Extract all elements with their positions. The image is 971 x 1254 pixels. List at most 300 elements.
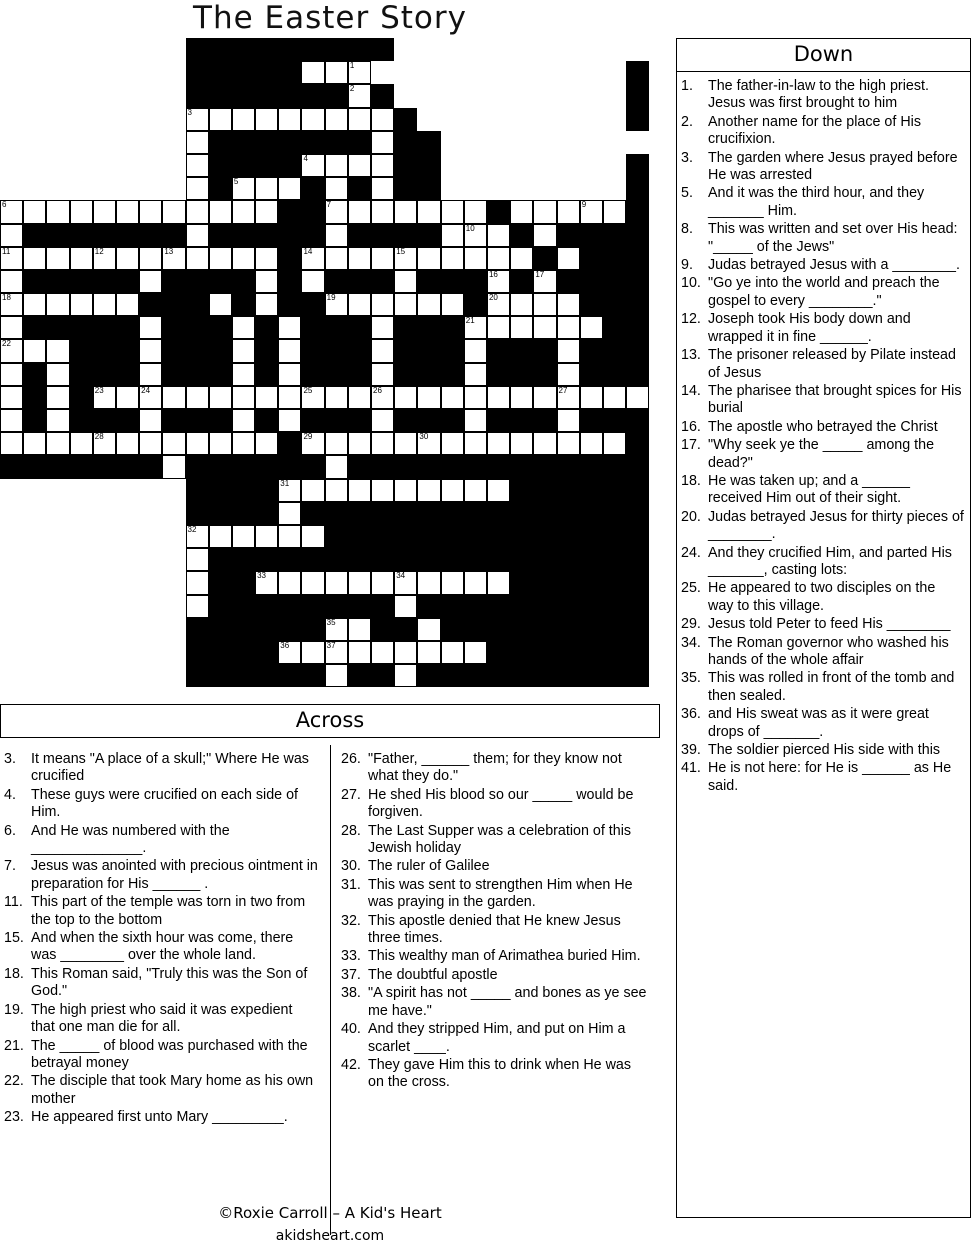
crossword-cell[interactable] <box>209 386 232 409</box>
crossword-block <box>70 339 93 362</box>
crossword-cell[interactable] <box>580 316 603 339</box>
crossword-cell[interactable] <box>0 339 23 362</box>
crossword-cell[interactable] <box>348 479 371 502</box>
crossword-block <box>580 595 603 618</box>
crossword-cell[interactable] <box>255 247 278 270</box>
crossword-cell[interactable] <box>278 339 301 362</box>
crossword-empty <box>93 641 116 664</box>
crossword-block <box>116 339 139 362</box>
crossword-cell[interactable] <box>301 479 324 502</box>
crossword-cell[interactable] <box>162 432 185 455</box>
crossword-cell[interactable] <box>464 363 487 386</box>
crossword-cell[interactable] <box>139 432 162 455</box>
crossword-cell[interactable] <box>209 200 232 223</box>
crossword-cell[interactable] <box>533 200 556 223</box>
clue-number: 24. <box>681 544 701 561</box>
crossword-cell[interactable] <box>325 293 348 316</box>
crossword-cell[interactable] <box>325 432 348 455</box>
crossword-cell[interactable] <box>278 386 301 409</box>
crossword-cell[interactable] <box>487 293 510 316</box>
crossword-cell[interactable] <box>325 479 348 502</box>
crossword-cell[interactable] <box>348 84 371 107</box>
crossword-empty <box>93 618 116 641</box>
crossword-cell[interactable] <box>209 247 232 270</box>
crossword-cell[interactable] <box>93 247 116 270</box>
crossword-cell[interactable] <box>603 386 626 409</box>
crossword-cell[interactable] <box>232 177 255 200</box>
crossword-cell[interactable] <box>186 177 209 200</box>
crossword-empty <box>116 664 139 687</box>
crossword-cell[interactable] <box>116 432 139 455</box>
crossword-cell[interactable] <box>580 386 603 409</box>
crossword-cell[interactable] <box>301 525 324 548</box>
crossword-cell[interactable] <box>348 571 371 594</box>
crossword-cell[interactable] <box>278 177 301 200</box>
crossword-cell[interactable] <box>70 247 93 270</box>
crossword-cell[interactable] <box>186 224 209 247</box>
crossword-cell[interactable] <box>46 386 69 409</box>
crossword-cell[interactable] <box>93 293 116 316</box>
crossword-cell[interactable] <box>417 386 440 409</box>
crossword-cell[interactable] <box>93 200 116 223</box>
crossword-cell[interactable] <box>46 293 69 316</box>
crossword-cell[interactable] <box>255 525 278 548</box>
crossword-cell[interactable] <box>557 363 580 386</box>
crossword-cell[interactable] <box>348 432 371 455</box>
crossword-cell[interactable] <box>278 316 301 339</box>
crossword-empty <box>557 177 580 200</box>
crossword-cell[interactable] <box>441 224 464 247</box>
crossword-cell[interactable] <box>603 432 626 455</box>
crossword-cell[interactable] <box>70 200 93 223</box>
crossword-block <box>626 618 649 641</box>
crossword-cell[interactable] <box>464 479 487 502</box>
crossword-cell[interactable] <box>394 200 417 223</box>
crossword-cell[interactable] <box>301 270 324 293</box>
crossword-cell[interactable] <box>278 363 301 386</box>
crossword-cell[interactable] <box>186 247 209 270</box>
crossword-cell[interactable] <box>394 432 417 455</box>
crossword-cell[interactable] <box>510 316 533 339</box>
crossword-cell[interactable] <box>371 177 394 200</box>
crossword-cell[interactable] <box>487 479 510 502</box>
crossword-cell[interactable] <box>533 270 556 293</box>
crossword-cell[interactable] <box>417 618 440 641</box>
crossword-cell[interactable] <box>325 177 348 200</box>
crossword-cell[interactable] <box>278 479 301 502</box>
crossword-cell[interactable] <box>441 293 464 316</box>
crossword-cell[interactable] <box>510 293 533 316</box>
crossword-cell[interactable] <box>162 386 185 409</box>
crossword-cell[interactable] <box>371 339 394 362</box>
crossword-cell[interactable] <box>0 363 23 386</box>
crossword-cell[interactable] <box>417 641 440 664</box>
crossword-cell[interactable] <box>464 641 487 664</box>
crossword-cell[interactable] <box>301 432 324 455</box>
crossword-cell[interactable] <box>116 293 139 316</box>
crossword-cell[interactable] <box>255 200 278 223</box>
crossword-block <box>186 455 209 478</box>
crossword-cell[interactable] <box>46 200 69 223</box>
crossword-cell[interactable] <box>510 386 533 409</box>
crossword-cell[interactable] <box>232 386 255 409</box>
crossword-cell[interactable] <box>325 455 348 478</box>
crossword-cell[interactable] <box>325 154 348 177</box>
crossword-block <box>580 664 603 687</box>
crossword-cell[interactable] <box>186 386 209 409</box>
crossword-cell[interactable] <box>255 177 278 200</box>
crossword-cell[interactable] <box>209 293 232 316</box>
crossword-empty <box>0 525 23 548</box>
crossword-cell[interactable] <box>255 293 278 316</box>
crossword-empty <box>557 131 580 154</box>
crossword-cell[interactable] <box>464 386 487 409</box>
crossword-cell[interactable] <box>371 293 394 316</box>
crossword-block <box>487 641 510 664</box>
crossword-cell[interactable] <box>464 224 487 247</box>
crossword-cell[interactable] <box>23 339 46 362</box>
crossword-cell[interactable] <box>533 224 556 247</box>
crossword-cell[interactable] <box>301 247 324 270</box>
crossword-cell[interactable] <box>464 316 487 339</box>
crossword-cell[interactable] <box>464 339 487 362</box>
clue-number: 14. <box>681 382 701 399</box>
crossword-block <box>186 641 209 664</box>
crossword-block <box>209 409 232 432</box>
crossword-cell[interactable] <box>0 316 23 339</box>
crossword-cell[interactable] <box>371 247 394 270</box>
crossword-cell[interactable] <box>325 108 348 131</box>
crossword-cell[interactable] <box>255 386 278 409</box>
crossword-block <box>255 548 278 571</box>
crossword-empty <box>487 154 510 177</box>
crossword-cell[interactable] <box>325 386 348 409</box>
crossword-cell[interactable] <box>139 316 162 339</box>
crossword-cell[interactable] <box>325 61 348 84</box>
crossword-cell[interactable] <box>186 108 209 131</box>
crossword-cell[interactable] <box>371 200 394 223</box>
crossword-cell[interactable] <box>487 316 510 339</box>
crossword-cell[interactable] <box>232 247 255 270</box>
crossword-block <box>626 316 649 339</box>
crossword-block <box>394 131 417 154</box>
crossword-cell[interactable] <box>255 432 278 455</box>
crossword-block <box>232 548 255 571</box>
crossword-block <box>510 479 533 502</box>
crossword-cell[interactable] <box>371 154 394 177</box>
clue-number: 8. <box>681 221 693 238</box>
crossword-cell[interactable] <box>371 479 394 502</box>
crossword-cell[interactable] <box>139 363 162 386</box>
crossword-cell[interactable] <box>0 386 23 409</box>
crossword-block <box>278 595 301 618</box>
crossword-cell[interactable] <box>533 316 556 339</box>
crossword-grid[interactable] <box>0 38 660 687</box>
crossword-cell[interactable] <box>371 386 394 409</box>
crossword-cell[interactable] <box>116 386 139 409</box>
crossword-cell[interactable] <box>325 200 348 223</box>
crossword-block <box>186 479 209 502</box>
crossword-cell[interactable] <box>301 154 324 177</box>
crossword-cell[interactable] <box>626 386 649 409</box>
crossword-cell[interactable] <box>186 131 209 154</box>
crossword-cell[interactable] <box>209 432 232 455</box>
crossword-cell[interactable] <box>278 571 301 594</box>
crossword-cell[interactable] <box>325 664 348 687</box>
crossword-cell[interactable] <box>464 571 487 594</box>
crossword-empty <box>0 548 23 571</box>
crossword-cell[interactable] <box>441 247 464 270</box>
crossword-cell[interactable] <box>46 247 69 270</box>
crossword-cell[interactable] <box>186 595 209 618</box>
crossword-block <box>209 270 232 293</box>
crossword-cell[interactable] <box>533 432 556 455</box>
crossword-cell[interactable] <box>325 247 348 270</box>
crossword-cell[interactable] <box>417 479 440 502</box>
crossword-block <box>93 339 116 362</box>
crossword-cell[interactable] <box>255 108 278 131</box>
crossword-block <box>348 595 371 618</box>
crossword-cell[interactable] <box>186 525 209 548</box>
crossword-cell[interactable] <box>93 386 116 409</box>
crossword-cell[interactable] <box>348 293 371 316</box>
crossword-cell[interactable] <box>70 293 93 316</box>
crossword-cell[interactable] <box>371 409 394 432</box>
crossword-cell[interactable] <box>417 432 440 455</box>
crossword-cell[interactable] <box>533 293 556 316</box>
crossword-cell[interactable] <box>371 131 394 154</box>
crossword-cell[interactable] <box>23 247 46 270</box>
crossword-cell[interactable] <box>255 270 278 293</box>
crossword-cell[interactable] <box>441 479 464 502</box>
crossword-cell[interactable] <box>371 363 394 386</box>
crossword-cell[interactable] <box>557 339 580 362</box>
crossword-cell[interactable] <box>557 316 580 339</box>
crossword-cell[interactable] <box>23 293 46 316</box>
crossword-cell[interactable] <box>394 479 417 502</box>
crossword-cell[interactable] <box>232 316 255 339</box>
crossword-cell[interactable] <box>162 455 185 478</box>
crossword-cell[interactable] <box>557 409 580 432</box>
crossword-cell[interactable] <box>301 571 324 594</box>
crossword-cell[interactable] <box>603 200 626 223</box>
crossword-cell[interactable] <box>139 247 162 270</box>
crossword-cell[interactable] <box>116 200 139 223</box>
crossword-block <box>325 595 348 618</box>
crossword-cell[interactable] <box>441 571 464 594</box>
crossword-cell[interactable] <box>394 247 417 270</box>
crossword-cell[interactable] <box>139 386 162 409</box>
clue-text: The disciple that took Mary home as his own mother <box>31 1073 314 1107</box>
crossword-cell[interactable] <box>278 409 301 432</box>
crossword-cell[interactable] <box>464 432 487 455</box>
crossword-cell[interactable] <box>371 571 394 594</box>
crossword-cell[interactable] <box>46 432 69 455</box>
crossword-cell[interactable] <box>371 316 394 339</box>
crossword-cell[interactable] <box>93 432 116 455</box>
crossword-cell[interactable] <box>441 641 464 664</box>
crossword-empty <box>70 177 93 200</box>
crossword-cell[interactable] <box>232 108 255 131</box>
crossword-cell[interactable] <box>278 108 301 131</box>
crossword-cell[interactable] <box>441 200 464 223</box>
crossword-cell[interactable] <box>186 200 209 223</box>
crossword-block <box>232 84 255 107</box>
crossword-empty <box>46 548 69 571</box>
crossword-cell[interactable] <box>371 432 394 455</box>
crossword-cell[interactable] <box>46 409 69 432</box>
crossword-cell[interactable] <box>0 409 23 432</box>
crossword-cell[interactable] <box>209 525 232 548</box>
crossword-cell[interactable] <box>186 154 209 177</box>
crossword-cell[interactable] <box>417 571 440 594</box>
crossword-cell[interactable] <box>348 200 371 223</box>
crossword-cell[interactable] <box>394 664 417 687</box>
crossword-cell[interactable] <box>348 247 371 270</box>
crossword-cell[interactable] <box>557 247 580 270</box>
crossword-cell[interactable] <box>0 247 23 270</box>
crossword-cell[interactable] <box>301 386 324 409</box>
crossword-cell[interactable] <box>557 200 580 223</box>
crossword-cell[interactable] <box>487 386 510 409</box>
crossword-cell[interactable] <box>255 571 278 594</box>
crossword-cell[interactable] <box>510 247 533 270</box>
clue-number: 21. <box>4 1037 24 1054</box>
footer <box>0 1204 660 1244</box>
crossword-cell[interactable] <box>139 409 162 432</box>
crossword-cell[interactable] <box>0 432 23 455</box>
crossword-block <box>301 363 324 386</box>
crossword-empty <box>93 525 116 548</box>
crossword-cell[interactable] <box>348 386 371 409</box>
crossword-cell[interactable] <box>162 247 185 270</box>
crossword-cell[interactable] <box>232 525 255 548</box>
crossword-cell[interactable] <box>487 224 510 247</box>
crossword-cell[interactable] <box>186 432 209 455</box>
crossword-cell[interactable] <box>348 618 371 641</box>
crossword-cell[interactable] <box>394 595 417 618</box>
crossword-empty <box>70 525 93 548</box>
crossword-cell[interactable] <box>417 293 440 316</box>
crossword-cell[interactable] <box>557 293 580 316</box>
crossword-cell[interactable] <box>301 108 324 131</box>
crossword-cell[interactable] <box>348 154 371 177</box>
crossword-cell[interactable] <box>487 432 510 455</box>
crossword-cell[interactable] <box>209 108 232 131</box>
crossword-cell[interactable] <box>46 363 69 386</box>
crossword-cell[interactable] <box>348 61 371 84</box>
crossword-block <box>510 502 533 525</box>
cell-number: 24 <box>141 385 151 395</box>
crossword-cell[interactable] <box>162 200 185 223</box>
crossword-cell[interactable] <box>487 270 510 293</box>
crossword-cell[interactable] <box>0 270 23 293</box>
across-clue-column-1 <box>0 745 330 1235</box>
crossword-empty <box>533 61 556 84</box>
crossword-cell[interactable] <box>394 571 417 594</box>
crossword-cell[interactable] <box>417 200 440 223</box>
crossword-cell[interactable] <box>464 247 487 270</box>
crossword-cell[interactable] <box>417 247 440 270</box>
crossword-block <box>603 664 626 687</box>
crossword-cell[interactable] <box>301 641 324 664</box>
crossword-block <box>278 618 301 641</box>
crossword-cell[interactable] <box>139 339 162 362</box>
crossword-empty <box>139 664 162 687</box>
crossword-cell[interactable] <box>394 386 417 409</box>
crossword-block <box>533 502 556 525</box>
crossword-block <box>23 270 46 293</box>
crossword-cell[interactable] <box>232 432 255 455</box>
crossword-cell[interactable] <box>371 108 394 131</box>
clue-item <box>4 930 320 965</box>
crossword-cell[interactable] <box>278 502 301 525</box>
crossword-cell[interactable] <box>394 270 417 293</box>
crossword-block <box>464 455 487 478</box>
crossword-cell[interactable] <box>232 339 255 362</box>
crossword-cell[interactable] <box>557 432 580 455</box>
crossword-block <box>325 548 348 571</box>
crossword-cell[interactable] <box>348 108 371 131</box>
crossword-cell[interactable] <box>394 641 417 664</box>
crossword-block <box>533 618 556 641</box>
crossword-cell[interactable] <box>487 571 510 594</box>
cell-number: 2 <box>349 84 355 94</box>
crossword-cell[interactable] <box>232 200 255 223</box>
crossword-cell[interactable] <box>325 571 348 594</box>
crossword-cell[interactable] <box>325 224 348 247</box>
crossword-cell[interactable] <box>580 432 603 455</box>
crossword-cell[interactable] <box>464 200 487 223</box>
crossword-cell[interactable] <box>46 339 69 362</box>
crossword-cell[interactable] <box>487 247 510 270</box>
crossword-block <box>487 595 510 618</box>
crossword-cell[interactable] <box>0 293 23 316</box>
crossword-block <box>580 525 603 548</box>
crossword-cell[interactable] <box>186 571 209 594</box>
crossword-empty <box>93 177 116 200</box>
crossword-cell[interactable] <box>394 293 417 316</box>
crossword-cell[interactable] <box>464 409 487 432</box>
crossword-cell[interactable] <box>557 386 580 409</box>
crossword-cell[interactable] <box>371 641 394 664</box>
crossword-cell[interactable] <box>23 200 46 223</box>
crossword-cell[interactable] <box>70 432 93 455</box>
crossword-cell[interactable] <box>0 200 23 223</box>
crossword-cell[interactable] <box>116 247 139 270</box>
crossword-cell[interactable] <box>0 224 23 247</box>
crossword-cell[interactable] <box>348 641 371 664</box>
crossword-cell[interactable] <box>186 548 209 571</box>
crossword-block <box>464 618 487 641</box>
crossword-cell[interactable] <box>510 432 533 455</box>
crossword-cell[interactable] <box>278 525 301 548</box>
crossword-cell[interactable] <box>232 363 255 386</box>
crossword-cell[interactable] <box>139 200 162 223</box>
crossword-cell[interactable] <box>441 386 464 409</box>
crossword-cell[interactable] <box>301 61 324 84</box>
clue-text: It means "A place of a skull;" Where He was crucified <box>31 751 309 785</box>
crossword-cell[interactable] <box>325 641 348 664</box>
crossword-cell[interactable] <box>325 618 348 641</box>
crossword-cell[interactable] <box>139 270 162 293</box>
crossword-cell[interactable] <box>580 200 603 223</box>
crossword-cell[interactable] <box>23 432 46 455</box>
crossword-cell[interactable] <box>278 641 301 664</box>
crossword-cell[interactable] <box>441 432 464 455</box>
crossword-cell[interactable] <box>533 386 556 409</box>
crossword-cell[interactable] <box>232 409 255 432</box>
